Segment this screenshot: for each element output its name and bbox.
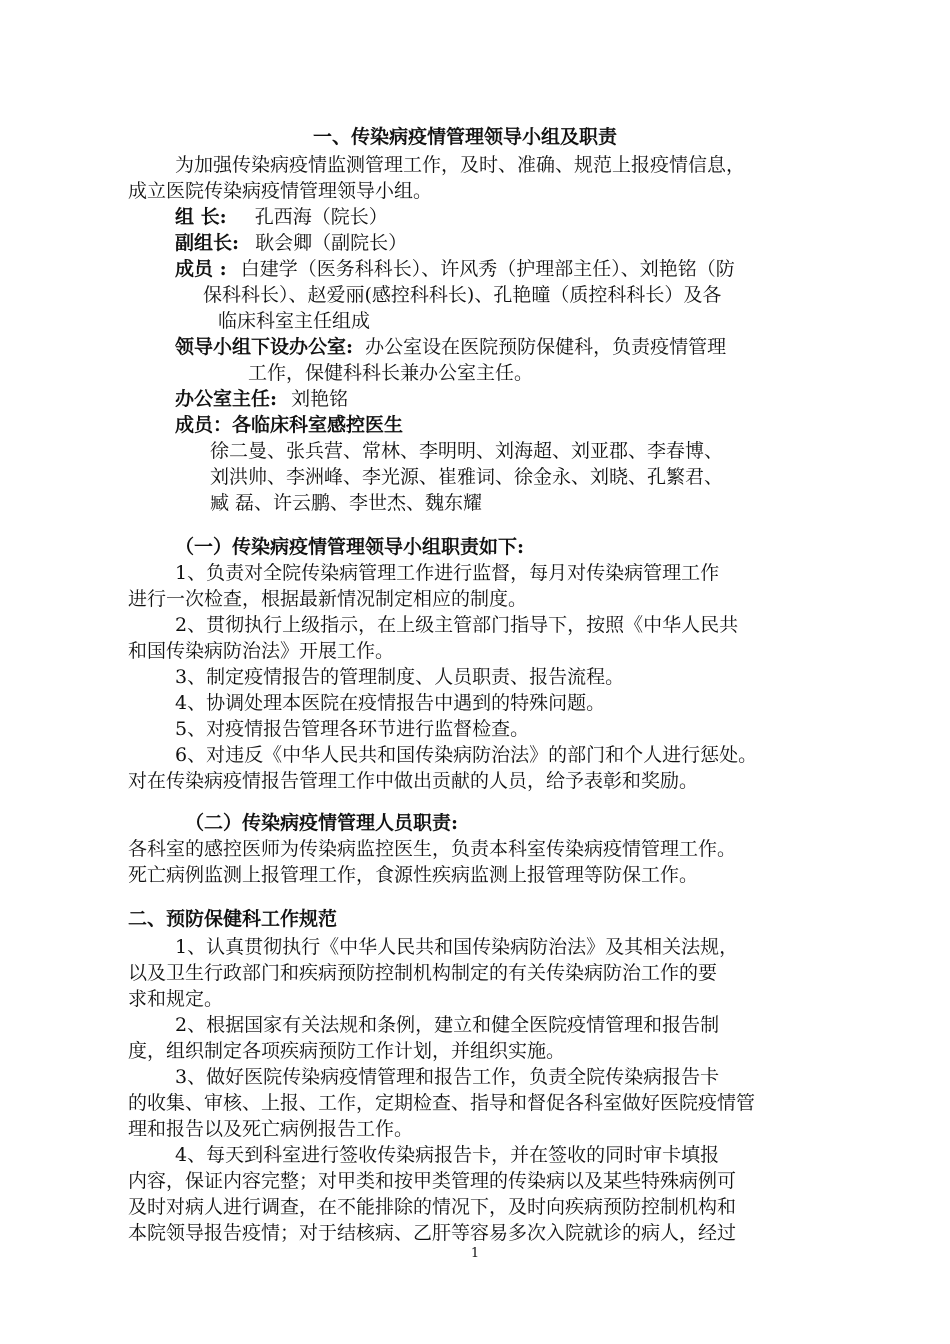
duty-line: 和国传染病防治法》开展工作。 bbox=[128, 640, 395, 662]
duty-line: 3、制定疫情报告的管理制度、人员职责、报告流程。 bbox=[175, 666, 625, 688]
deputy-value: 耿会卿（副院长） bbox=[255, 232, 408, 254]
duty-line: 1、负责对全院传染病管理工作进行监督，每月对传染病管理工作 bbox=[175, 562, 720, 584]
norm-line: 度，组织制定各项疾病预防工作计划，并组织实施。 bbox=[128, 1040, 566, 1062]
duty-line: 进行一次检查，根据最新情况制定相应的制度。 bbox=[128, 588, 528, 610]
duty-line: 6、对违反《中华人民共和国传染病防治法》的部门和个人进行惩处。 bbox=[175, 744, 758, 766]
staff-duty-line: 各科室的感控医师为传染病监控医生，负责本科室传染病疫情管理工作。 bbox=[128, 838, 737, 860]
norm-line: 本院领导报告疫情；对于结核病、乙肝等容易多次入院就诊的病人，经过 bbox=[128, 1222, 737, 1244]
staff-line-1: 徐二曼、张兵营、常林、李明明、刘海超、刘亚郡、李春博、 bbox=[210, 440, 724, 462]
duty-line: 2、贯彻执行上级指示，在上级主管部门指导下，按照《中华人民共 bbox=[175, 614, 739, 636]
duties-staff-title: （二）传染病疫情管理人员职责: bbox=[185, 812, 459, 834]
norm-line: 1、认真贯彻执行《中华人民共和国传染病防治法》及其相关法规， bbox=[175, 936, 739, 958]
norm-line: 以及卫生行政部门和疾病预防控制机构制定的有关传染病防治工作的要 bbox=[128, 962, 718, 984]
leader-row bbox=[175, 204, 388, 230]
staff-line-3: 臧 磊、许云鹏、李世杰、魏东耀 bbox=[210, 492, 483, 514]
members-line-3: 临床科室主任组成 bbox=[218, 310, 371, 332]
members-line-2: 保科科长）、赵爱丽(感控科科长)、孔艳曈（质控科科长）及各 bbox=[203, 284, 722, 306]
norm-line: 及时对病人进行调查，在不能排除的情况下，及时向疾病预防控制机构和 bbox=[128, 1196, 737, 1218]
section-2-title: 二、预防保健科工作规范 bbox=[128, 908, 338, 930]
office-label: 领导小组下设办公室: bbox=[175, 336, 354, 358]
duty-line: 5、对疫情报告管理各环节进行监督检查。 bbox=[175, 718, 530, 740]
norm-line: 2、根据国家有关法规和条例，建立和健全医院疫情管理和报告制 bbox=[175, 1014, 720, 1036]
norm-line: 内容，保证内容完整；对甲类和按甲类管理的传染病以及某些特殊病例可 bbox=[128, 1170, 737, 1192]
intro-line-2: 成立医院传染病疫情管理领导小组。 bbox=[128, 180, 433, 202]
director-row bbox=[175, 386, 348, 412]
norm-line: 3、做好医院传染病疫情管理和报告工作，负责全院传染病报告卡 bbox=[175, 1066, 720, 1088]
members-line-1: 白建学（医务科科长）、许风秀（护理部主任）、刘艳铭（防 bbox=[240, 258, 735, 280]
director-value: 刘艳铭 bbox=[291, 388, 349, 410]
norm-line: 的收集、审核、上报、工作，定期检查、指导和督促各科室做好医院疫情管 bbox=[128, 1092, 756, 1114]
section-1-title: 一、传染病疫情管理领导小组及职责 bbox=[313, 126, 618, 148]
norm-line: 求和规定。 bbox=[128, 988, 224, 1010]
page-number: 1 bbox=[470, 1246, 480, 1261]
staff-duty-line: 死亡病例监测上报管理工作，食源性疾病监测上报管理等防保工作。 bbox=[128, 864, 699, 886]
director-label: 办公室主任: bbox=[175, 388, 278, 410]
members-label: 成员 : bbox=[175, 258, 227, 280]
staff-heading: 成员：各临床科室感控医生 bbox=[175, 414, 404, 436]
leader-label: 组 长: bbox=[175, 206, 227, 228]
duty-line: 对在传染病疫情报告管理工作中做出贡献的人员，给予表彰和奖励。 bbox=[128, 770, 699, 792]
office-line-1: 办公室设在医院预防保健科，负责疫情管理 bbox=[365, 336, 727, 358]
office-line-2: 工作，保健科科长兼办公室主任。 bbox=[248, 362, 534, 384]
duty-line: 4、协调处理本医院在疫情报告中遇到的特殊问题。 bbox=[175, 692, 606, 714]
deputy-label: 副组长: bbox=[175, 232, 240, 254]
staff-line-2: 刘洪帅、李洲峰、李光源、崔雅词、徐金永、刘晓、孔繁君、 bbox=[210, 466, 724, 488]
deputy-row bbox=[175, 230, 407, 256]
norm-line: 理和报告以及死亡病例报告工作。 bbox=[128, 1118, 414, 1140]
intro-line-1: 为加强传染病疫情监测管理工作，及时、准确、规范上报疫情信息， bbox=[175, 154, 746, 176]
duties-leader-title: （一）传染病疫情管理领导小组职责如下: bbox=[175, 536, 525, 558]
norm-line: 4、每天到科室进行签收传染病报告卡，并在签收的同时审卡填报 bbox=[175, 1144, 720, 1166]
members-row bbox=[175, 256, 735, 282]
office-row bbox=[175, 334, 726, 360]
leader-value: 孔西海（院长） bbox=[254, 206, 388, 228]
